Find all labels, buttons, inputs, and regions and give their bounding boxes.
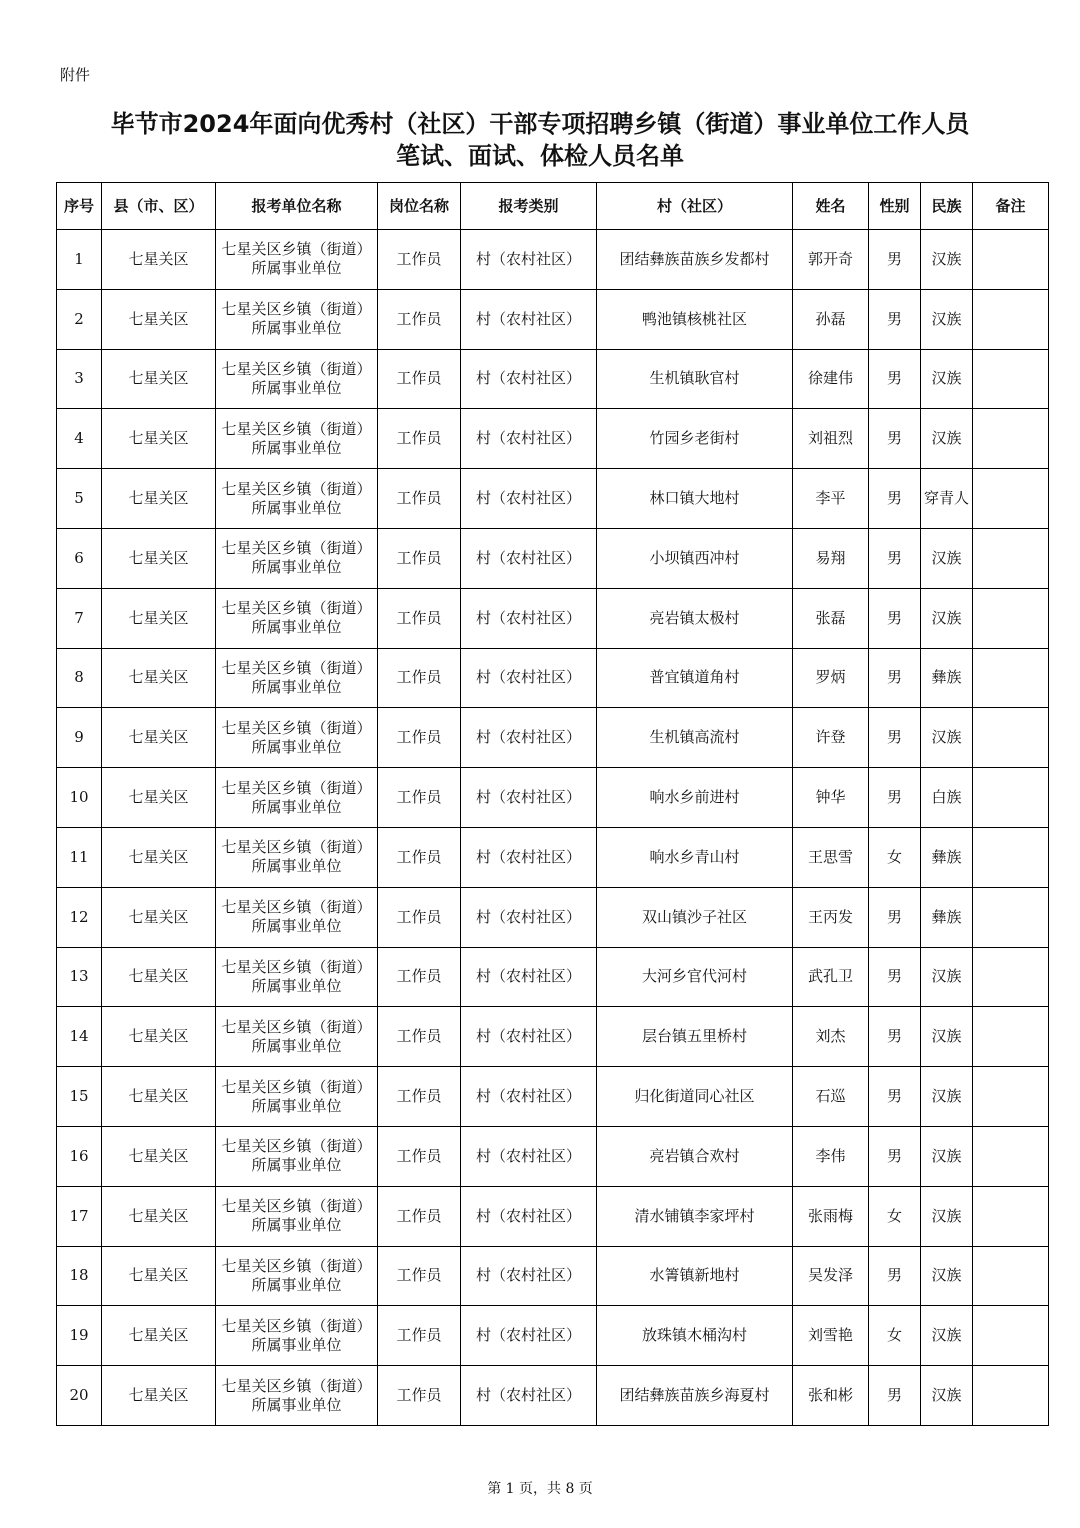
table-row [57, 1126, 1049, 1186]
cell-county: 七星关区 [102, 528, 216, 588]
table-row [57, 1186, 1049, 1246]
cell-name: 王思雪 [793, 827, 869, 887]
cell-gender: 男 [869, 528, 921, 588]
cell-village: 团结彝族苗族乡发都村 [597, 230, 793, 290]
cell-ethnicity: 彝族 [921, 887, 973, 947]
cell-position: 工作员 [378, 1186, 461, 1246]
cell-position: 工作员 [378, 1366, 461, 1426]
cell-position: 工作员 [378, 708, 461, 768]
cell-county: 七星关区 [102, 1306, 216, 1366]
cell-position: 工作员 [378, 827, 461, 887]
cell-county: 七星关区 [102, 1067, 216, 1127]
table-row [57, 1007, 1049, 1067]
cell-ethnicity: 汉族 [921, 1366, 973, 1426]
cell-gender: 女 [869, 1306, 921, 1366]
cell-unit: 七星关区乡镇（街道）所属事业单位 [216, 528, 378, 588]
cell-village: 亮岩镇太极村 [597, 588, 793, 648]
cell-category: 村（农村社区） [461, 947, 597, 1007]
cell-category: 村（农村社区） [461, 1007, 597, 1067]
cell-index: 17 [57, 1186, 102, 1246]
cell-category: 村（农村社区） [461, 469, 597, 529]
cell-village: 生机镇耿官村 [597, 349, 793, 409]
cell-county: 七星关区 [102, 947, 216, 1007]
cell-ethnicity: 汉族 [921, 588, 973, 648]
header-position: 岗位名称 [378, 183, 461, 230]
cell-ethnicity: 白族 [921, 768, 973, 828]
cell-unit: 七星关区乡镇（街道）所属事业单位 [216, 1366, 378, 1426]
cell-remarks [973, 588, 1049, 648]
cell-unit: 七星关区乡镇（街道）所属事业单位 [216, 409, 378, 469]
cell-name: 吴发泽 [793, 1246, 869, 1306]
cell-index: 5 [57, 469, 102, 529]
cell-ethnicity: 汉族 [921, 1007, 973, 1067]
cell-county: 七星关区 [102, 409, 216, 469]
attachment-label: 附件 [60, 66, 91, 84]
cell-ethnicity: 汉族 [921, 947, 973, 1007]
table-row [57, 1067, 1049, 1127]
cell-gender: 男 [869, 1007, 921, 1067]
cell-index: 12 [57, 887, 102, 947]
cell-name: 刘祖烈 [793, 409, 869, 469]
cell-county: 七星关区 [102, 1007, 216, 1067]
cell-county: 七星关区 [102, 768, 216, 828]
cell-unit: 七星关区乡镇（街道）所属事业单位 [216, 230, 378, 290]
table-row [57, 1366, 1049, 1426]
cell-index: 4 [57, 409, 102, 469]
table-row [57, 947, 1049, 1007]
cell-position: 工作员 [378, 230, 461, 290]
cell-ethnicity: 汉族 [921, 1126, 973, 1186]
cell-remarks [973, 1007, 1049, 1067]
document-title: 毕节市2024年面向优秀村（社区）干部专项招聘乡镇（街道）事业单位工作人员 [110, 110, 970, 138]
cell-category: 村（农村社区） [461, 1126, 597, 1186]
cell-county: 七星关区 [102, 827, 216, 887]
cell-unit: 七星关区乡镇（街道）所属事业单位 [216, 1186, 378, 1246]
cell-ethnicity: 汉族 [921, 230, 973, 290]
cell-position: 工作员 [378, 947, 461, 1007]
table-row [57, 648, 1049, 708]
cell-village: 双山镇沙子社区 [597, 887, 793, 947]
document-subtitle: 笔试、面试、体检人员名单 [396, 142, 684, 170]
header-unit: 报考单位名称 [216, 183, 378, 230]
cell-position: 工作员 [378, 588, 461, 648]
cell-village: 生机镇高流村 [597, 708, 793, 768]
cell-index: 11 [57, 827, 102, 887]
table-row [57, 768, 1049, 828]
cell-gender: 男 [869, 648, 921, 708]
cell-remarks [973, 887, 1049, 947]
cell-ethnicity: 彝族 [921, 827, 973, 887]
cell-gender: 男 [869, 1366, 921, 1426]
cell-index: 3 [57, 349, 102, 409]
cell-category: 村（农村社区） [461, 1366, 597, 1426]
cell-village: 亮岩镇合欢村 [597, 1126, 793, 1186]
cell-gender: 男 [869, 947, 921, 1007]
cell-county: 七星关区 [102, 230, 216, 290]
cell-category: 村（农村社区） [461, 289, 597, 349]
cell-village: 归化街道同心社区 [597, 1067, 793, 1127]
cell-remarks [973, 289, 1049, 349]
cell-unit: 七星关区乡镇（街道）所属事业单位 [216, 588, 378, 648]
cell-index: 1 [57, 230, 102, 290]
cell-ethnicity: 汉族 [921, 409, 973, 469]
cell-village: 清水铺镇李家坪村 [597, 1186, 793, 1246]
cell-ethnicity: 穿青人 [921, 469, 973, 529]
cell-county: 七星关区 [102, 349, 216, 409]
header-county: 县（市、区） [102, 183, 216, 230]
cell-unit: 七星关区乡镇（街道）所属事业单位 [216, 1306, 378, 1366]
cell-village: 响水乡青山村 [597, 827, 793, 887]
cell-unit: 七星关区乡镇（街道）所属事业单位 [216, 1067, 378, 1127]
cell-position: 工作员 [378, 1246, 461, 1306]
cell-position: 工作员 [378, 1126, 461, 1186]
cell-name: 李伟 [793, 1126, 869, 1186]
cell-gender: 男 [869, 588, 921, 648]
cell-ethnicity: 汉族 [921, 1306, 973, 1366]
cell-gender: 男 [869, 708, 921, 768]
cell-remarks [973, 349, 1049, 409]
cell-position: 工作员 [378, 289, 461, 349]
cell-category: 村（农村社区） [461, 349, 597, 409]
cell-index: 14 [57, 1007, 102, 1067]
cell-position: 工作员 [378, 409, 461, 469]
cell-county: 七星关区 [102, 648, 216, 708]
cell-unit: 七星关区乡镇（街道）所属事业单位 [216, 1126, 378, 1186]
cell-position: 工作员 [378, 768, 461, 828]
cell-gender: 女 [869, 827, 921, 887]
cell-category: 村（农村社区） [461, 827, 597, 887]
cell-name: 石巡 [793, 1067, 869, 1127]
cell-index: 16 [57, 1126, 102, 1186]
cell-remarks [973, 1306, 1049, 1366]
cell-unit: 七星关区乡镇（街道）所属事业单位 [216, 947, 378, 1007]
cell-gender: 男 [869, 887, 921, 947]
cell-category: 村（农村社区） [461, 1306, 597, 1366]
cell-category: 村（农村社区） [461, 1067, 597, 1127]
cell-index: 9 [57, 708, 102, 768]
cell-unit: 七星关区乡镇（街道）所属事业单位 [216, 648, 378, 708]
cell-unit: 七星关区乡镇（街道）所属事业单位 [216, 469, 378, 529]
header-remarks: 备注 [973, 183, 1049, 230]
table-row [57, 887, 1049, 947]
table-row [57, 528, 1049, 588]
cell-name: 武孔卫 [793, 947, 869, 1007]
cell-village: 鸭池镇核桃社区 [597, 289, 793, 349]
cell-index: 19 [57, 1306, 102, 1366]
cell-county: 七星关区 [102, 1126, 216, 1186]
cell-name: 许登 [793, 708, 869, 768]
cell-position: 工作员 [378, 349, 461, 409]
cell-name: 张雨梅 [793, 1186, 869, 1246]
table-header-row [57, 183, 1049, 230]
cell-gender: 男 [869, 409, 921, 469]
cell-village: 小坝镇西冲村 [597, 528, 793, 588]
cell-gender: 男 [869, 1067, 921, 1127]
header-name: 姓名 [793, 183, 869, 230]
cell-name: 张和彬 [793, 1366, 869, 1426]
cell-remarks [973, 648, 1049, 708]
cell-ethnicity: 汉族 [921, 349, 973, 409]
cell-category: 村（农村社区） [461, 768, 597, 828]
cell-village: 林口镇大地村 [597, 469, 793, 529]
cell-remarks [973, 1126, 1049, 1186]
cell-category: 村（农村社区） [461, 230, 597, 290]
cell-category: 村（农村社区） [461, 409, 597, 469]
cell-remarks [973, 1067, 1049, 1127]
cell-name: 刘雪艳 [793, 1306, 869, 1366]
cell-unit: 七星关区乡镇（街道）所属事业单位 [216, 1246, 378, 1306]
table-row [57, 230, 1049, 290]
header-category: 报考类别 [461, 183, 597, 230]
table-row [57, 409, 1049, 469]
cell-name: 罗炳 [793, 648, 869, 708]
cell-category: 村（农村社区） [461, 528, 597, 588]
cell-name: 孙磊 [793, 289, 869, 349]
cell-gender: 男 [869, 1246, 921, 1306]
cell-unit: 七星关区乡镇（街道）所属事业单位 [216, 887, 378, 947]
cell-gender: 男 [869, 768, 921, 828]
cell-county: 七星关区 [102, 289, 216, 349]
cell-gender: 男 [869, 349, 921, 409]
table-row [57, 1306, 1049, 1366]
cell-unit: 七星关区乡镇（街道）所属事业单位 [216, 708, 378, 768]
cell-category: 村（农村社区） [461, 588, 597, 648]
cell-category: 村（农村社区） [461, 887, 597, 947]
cell-remarks [973, 768, 1049, 828]
header-village: 村（社区） [597, 183, 793, 230]
table-row [57, 588, 1049, 648]
cell-unit: 七星关区乡镇（街道）所属事业单位 [216, 1007, 378, 1067]
table-row [57, 708, 1049, 768]
cell-gender: 男 [869, 1126, 921, 1186]
cell-index: 2 [57, 289, 102, 349]
header-gender: 性别 [869, 183, 921, 230]
cell-name: 刘杰 [793, 1007, 869, 1067]
cell-index: 10 [57, 768, 102, 828]
cell-position: 工作员 [378, 1007, 461, 1067]
cell-village: 大河乡官代河村 [597, 947, 793, 1007]
header-ethnicity: 民族 [921, 183, 973, 230]
cell-unit: 七星关区乡镇（街道）所属事业单位 [216, 827, 378, 887]
cell-remarks [973, 230, 1049, 290]
cell-name: 王丙发 [793, 887, 869, 947]
cell-village: 团结彝族苗族乡海夏村 [597, 1366, 793, 1426]
cell-remarks [973, 409, 1049, 469]
cell-index: 13 [57, 947, 102, 1007]
cell-ethnicity: 汉族 [921, 289, 973, 349]
cell-index: 20 [57, 1366, 102, 1426]
cell-unit: 七星关区乡镇（街道）所属事业单位 [216, 349, 378, 409]
cell-county: 七星关区 [102, 588, 216, 648]
cell-county: 七星关区 [102, 887, 216, 947]
cell-county: 七星关区 [102, 1366, 216, 1426]
table-row [57, 289, 1049, 349]
cell-ethnicity: 汉族 [921, 708, 973, 768]
cell-index: 15 [57, 1067, 102, 1127]
cell-gender: 男 [869, 469, 921, 529]
cell-position: 工作员 [378, 528, 461, 588]
cell-name: 徐建伟 [793, 349, 869, 409]
cell-index: 8 [57, 648, 102, 708]
cell-remarks [973, 947, 1049, 1007]
cell-village: 放珠镇木桶沟村 [597, 1306, 793, 1366]
cell-county: 七星关区 [102, 1246, 216, 1306]
cell-village: 响水乡前进村 [597, 768, 793, 828]
cell-gender: 男 [869, 230, 921, 290]
cell-name: 张磊 [793, 588, 869, 648]
cell-position: 工作员 [378, 648, 461, 708]
cell-name: 钟华 [793, 768, 869, 828]
cell-remarks [973, 1246, 1049, 1306]
cell-village: 水箐镇新地村 [597, 1246, 793, 1306]
cell-ethnicity: 彝族 [921, 648, 973, 708]
cell-county: 七星关区 [102, 1186, 216, 1246]
header-index: 序号 [57, 183, 102, 230]
cell-position: 工作员 [378, 1067, 461, 1127]
cell-ethnicity: 汉族 [921, 1246, 973, 1306]
cell-remarks [973, 708, 1049, 768]
cell-category: 村（农村社区） [461, 1186, 597, 1246]
cell-name: 李平 [793, 469, 869, 529]
cell-category: 村（农村社区） [461, 1246, 597, 1306]
cell-unit: 七星关区乡镇（街道）所属事业单位 [216, 768, 378, 828]
cell-position: 工作员 [378, 1306, 461, 1366]
cell-position: 工作员 [378, 469, 461, 529]
table-row [57, 827, 1049, 887]
cell-category: 村（农村社区） [461, 708, 597, 768]
table-row [57, 469, 1049, 529]
cell-remarks [973, 1366, 1049, 1426]
cell-index: 7 [57, 588, 102, 648]
table-row [57, 349, 1049, 409]
cell-category: 村（农村社区） [461, 648, 597, 708]
cell-gender: 女 [869, 1186, 921, 1246]
cell-gender: 男 [869, 289, 921, 349]
cell-remarks [973, 469, 1049, 529]
cell-name: 易翔 [793, 528, 869, 588]
cell-county: 七星关区 [102, 708, 216, 768]
cell-village: 竹园乡老街村 [597, 409, 793, 469]
cell-ethnicity: 汉族 [921, 1186, 973, 1246]
cell-village: 普宜镇道角村 [597, 648, 793, 708]
cell-name: 郭开奇 [793, 230, 869, 290]
page-footer: 第 1 页，共 8 页 [487, 1481, 593, 1497]
cell-village: 层台镇五里桥村 [597, 1007, 793, 1067]
cell-position: 工作员 [378, 887, 461, 947]
cell-ethnicity: 汉族 [921, 528, 973, 588]
candidate-table [56, 182, 1049, 1426]
cell-ethnicity: 汉族 [921, 1067, 973, 1127]
cell-index: 18 [57, 1246, 102, 1306]
cell-remarks [973, 827, 1049, 887]
cell-remarks [973, 528, 1049, 588]
table-row [57, 1246, 1049, 1306]
cell-remarks [973, 1186, 1049, 1246]
cell-index: 6 [57, 528, 102, 588]
cell-unit: 七星关区乡镇（街道）所属事业单位 [216, 289, 378, 349]
cell-county: 七星关区 [102, 469, 216, 529]
